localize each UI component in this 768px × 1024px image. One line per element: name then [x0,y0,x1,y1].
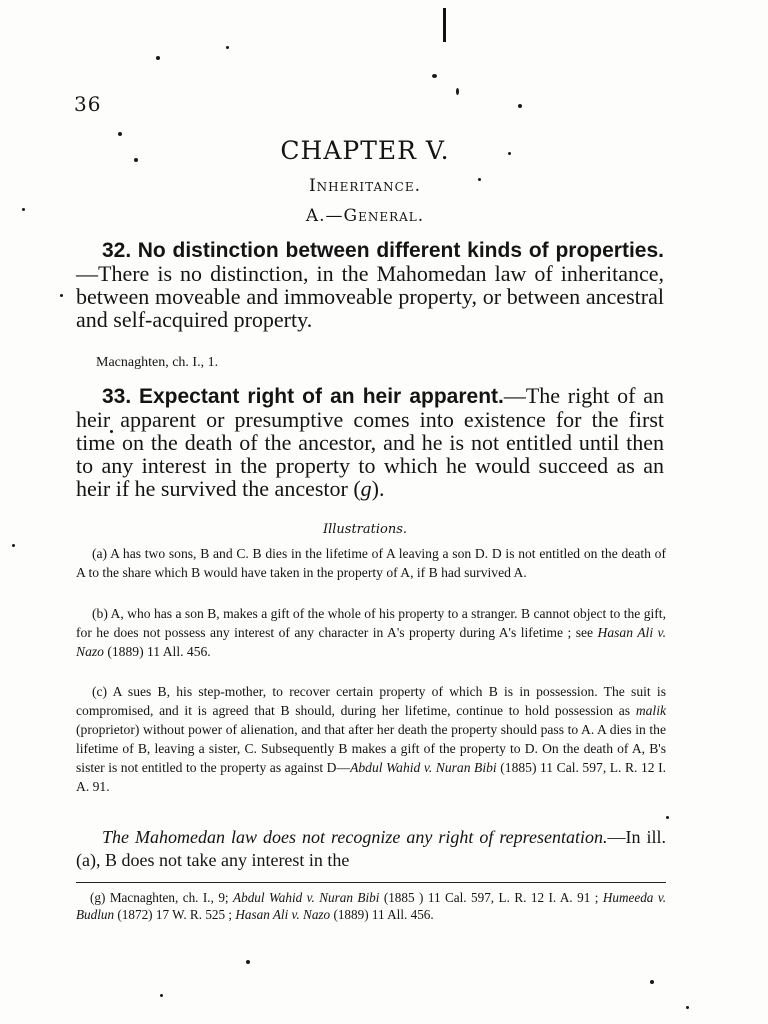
footnote-text: Macnaghten, ch. I., 9; [109,890,229,905]
illustration-b [76,604,666,661]
scan-speck [246,960,250,964]
scan-speck [686,1006,689,1009]
legal-term: malik [635,703,667,718]
scan-speck [432,74,437,78]
illustration-text: A, who has a son B, makes a gift of the whole of his property to a stranger. B cannot object to the gift, for he does not possess any interest of any character in A's property during A's lifetime ; see [76,606,666,640]
scan-speck [518,104,522,108]
illustrations-heading: Illustrations. [322,522,408,537]
representation-note [76,826,666,872]
scan-speck [226,46,229,49]
footnote-text: (1885 ) 11 Cal. 597, L. R. 12 I. A. 91 ; [383,890,599,905]
section-number: 33. [102,385,132,408]
case-name: Hasan Ali v. Nazo [76,625,666,659]
case-name: Humeeda v. Budlun [76,890,667,922]
case-citation: (1889) 11 All. 456. [107,644,211,659]
note-italic: The Mahomedan law does not recognize any right of representation. [102,827,608,847]
scan-speck [456,88,459,95]
section-32 [76,238,664,331]
illustration-label: (a) [92,546,108,561]
footnote-text: (1889) 11 All. 456. [333,907,434,922]
case-name: Hasan Ali v. Nazo [235,907,331,922]
illustration-text: A sues B, his step-mother, to recover certain property of which B is in possession. The suit is compromised, and it is agreed that B should, during her lifetime, continue to hold possession as [76,684,666,718]
illustration-label: (b) [92,606,108,621]
note-text: —In ill. (a), B does not take any interest in the [76,827,666,870]
section-body-end: ). [371,476,385,501]
illustration-text: A has two sons, B and C. B dies in the lifetime of A leaving a son D. D is not entitled on the death of A to the share which B would have taken in the property of A, if B had survived A. [76,546,666,580]
chapter-title: CHAPTER V. [280,136,450,165]
division-heading: A.—General. [305,206,425,226]
chapter-subtitle: Inheritance. [308,176,422,196]
scan-speck [60,294,63,297]
illustration-text: (proprietor) without power of alienation, and that after her death the property should pass to A. A dies in the lifetime of B, leaving a sister, C. Subsequently B makes a gift of the property to D. On the death of A, B's sister is not entitled to the property as against D— [76,722,666,775]
case-name: Abdul Wahid v. Nuran Bibi [350,760,497,775]
illustration-label: (c) [92,684,108,699]
scan-speck [650,980,654,984]
section-heading: No distinction between different kinds of properties. [137,239,664,262]
section-body: —There is no distinction, in the Mahomedan law of inheritance, between moveable and immoveable property, or between ancestral and self-acquired property. [76,261,664,332]
illustration-c [76,682,666,796]
page-number: 36 [74,92,102,116]
section-heading: Expectant right of an heir apparent. [138,385,504,408]
case-citation: (1885) 11 Cal. 597, L. R. 12 I. A. 91. [76,760,666,794]
section-33 [76,384,664,500]
scan-mark [443,8,446,42]
footnote-reference: g [360,476,372,501]
footnote-label: (g) [90,890,106,905]
scan-speck [12,544,15,547]
footnote [76,889,666,923]
scan-speck [666,816,669,819]
section-citation: Macnaghten, ch. I., 1. [96,355,219,370]
footnote-divider [76,882,666,883]
section-body: —The right of an heir apparent or presumptive comes into existence for the first time on the death of the ancestor, and he is not entitled until then to any interest in the property to which he would succeed as an heir if he survived the ancestor ( [76,383,664,501]
footnote-text: (1872) 17 W. R. 525 ; [117,907,233,922]
scan-speck [160,994,163,997]
scan-speck [156,56,160,60]
illustration-a [76,544,666,582]
section-number: 32. [102,239,132,262]
case-name: Abdul Wahid v. Nuran Bibi [233,890,380,905]
